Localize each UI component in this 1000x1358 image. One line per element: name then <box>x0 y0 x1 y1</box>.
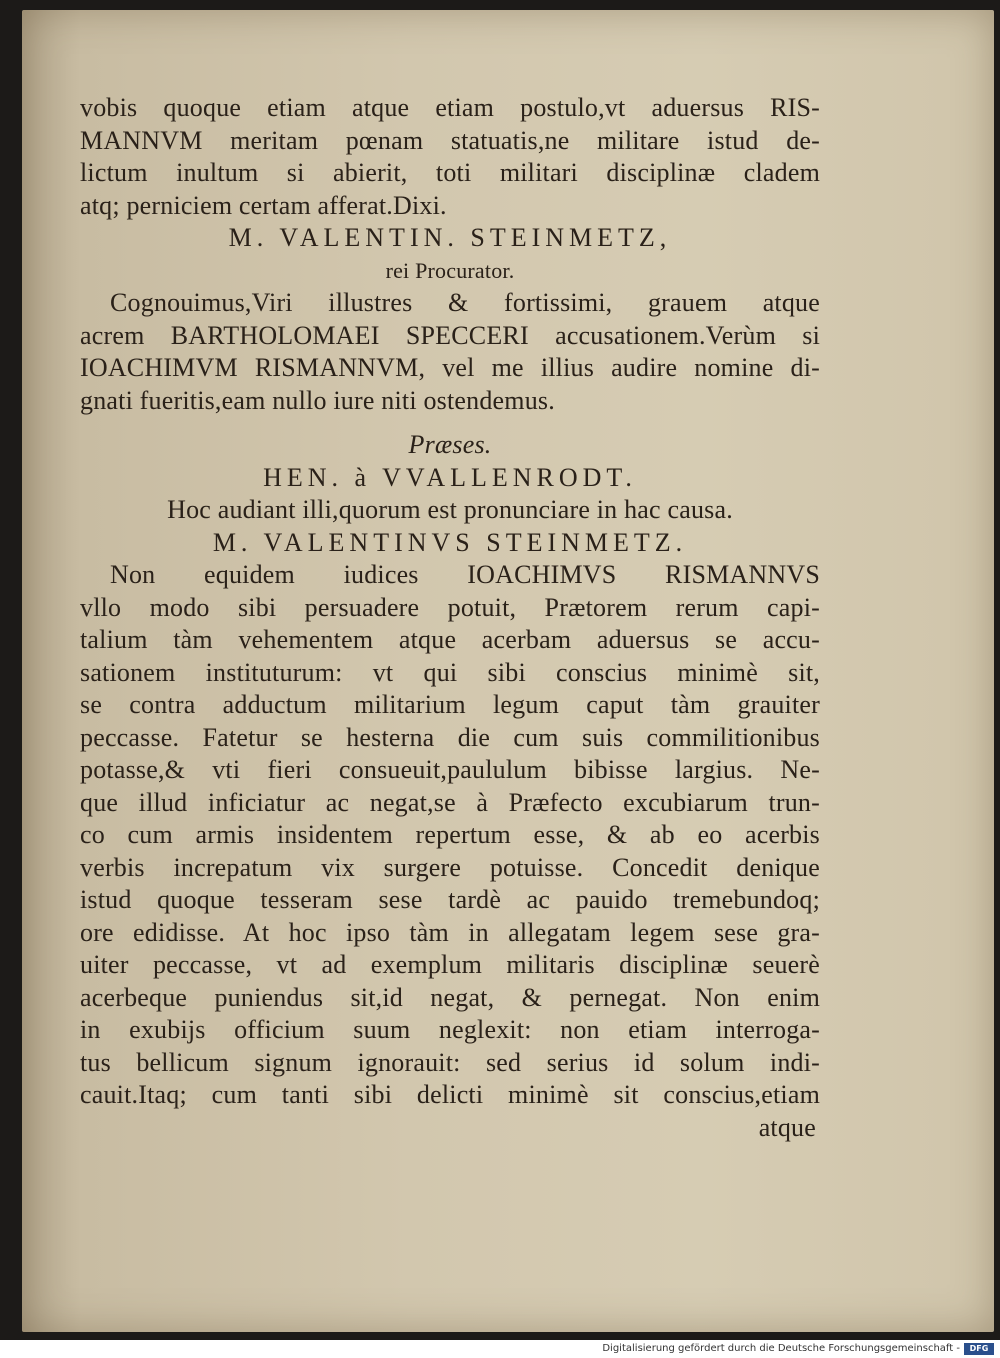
text-line: talium tàm vehementem atque acerbam aduersus se accu- <box>80 625 820 654</box>
text-line: co cum armis insidentem repertum esse, & ab eo acerbis <box>80 820 820 849</box>
speaker-heading: M. VALENTINVS STEINMETZ. <box>212 527 688 557</box>
text-line: lictum inultum si abierit, toti militari disciplinæ cladem <box>80 158 820 187</box>
catchword: atque <box>758 1112 816 1142</box>
text-line: uiter peccasse, vt ad exemplum militaris disciplinæ seuerè <box>80 950 820 979</box>
text-line: Cognouimus,Viri illustres & fortissimi, grauem atque <box>110 288 820 317</box>
praeses-label: Præses. <box>408 430 492 459</box>
text-line: ore edidisse. At hoc ipso tàm in allegatam legem sese gra- <box>80 917 820 947</box>
text-line: acerbeque puniendus sit,id negat, & pernegat. Non enim <box>80 982 820 1012</box>
text-line: vobis quoque etiam atque etiam postulo,vt aduersus RIS- <box>80 93 820 122</box>
book-page <box>22 10 994 1332</box>
text-line: potasse,& vti fieri consueuit,paululum bibisse largius. Ne- <box>80 755 820 784</box>
text-line: verbis increpatum vix surgere potuisse. Concedit denique <box>80 852 820 882</box>
section-gap <box>80 417 820 429</box>
dfg-logo-icon: DFG <box>964 1343 994 1355</box>
text-line: vllo modo sibi persuadere potuit, Prætorem rerum capi- <box>80 592 820 622</box>
page-text <box>80 92 820 1144</box>
text-line: cauit.Itaq; cum tanti sibi delicti minimè sit conscius,etiam <box>80 1080 820 1109</box>
text-line: tus bellicum signum ignorauit: sed serius id solum indi- <box>80 1047 820 1077</box>
text-line: que illud inficiatur ac negat,se à Præfecto excubiarum trun- <box>80 787 820 817</box>
speaker-heading: HEN. à VVALLENRODT. <box>263 462 637 492</box>
text-line: sationem instituturum: vt qui sibi conscius minimè sit, <box>80 657 820 687</box>
text-line: istud quoque tesseram sese tardè ac pauido tremebundoq; <box>80 885 820 914</box>
footer-credit: Digitalisierung gefördert durch die Deutsche Forschungsgemeinschaft - <box>602 1343 960 1354</box>
praeses-statement: Hoc audiant illi,quorum est pronunciare in hac causa. <box>167 495 733 524</box>
text-line: IOACHIMVM RISMANNVM, vel me illius audire nomine di- <box>80 353 820 382</box>
text-line: gnati fueritis,eam nullo iure niti ostendemus. <box>80 385 555 415</box>
footer-bar <box>0 1340 1000 1358</box>
speaker-role: rei Procurator. <box>385 257 515 283</box>
text-line: Non equidem iudices IOACHIMVS RISMANNVS <box>110 560 820 589</box>
text-line: in exubijs officium suum neglexit: non etiam interroga- <box>80 1015 820 1044</box>
text-line: peccasse. Fatetur se hesterna die cum suis commilitionibus <box>80 722 820 752</box>
speaker-heading: M. VALENTIN. STEINMETZ, <box>228 223 672 252</box>
text-line: acrem BARTHOLOMAEI SPECCERI accusationem.Verùm si <box>80 320 820 350</box>
text-line: MANNVM meritam pœnam statuatis,ne militare istud de- <box>80 125 820 155</box>
text-line: se contra adductum militarium legum caput tàm grauiter <box>80 690 820 719</box>
text-line: atq; perniciem certam afferat.Dixi. <box>80 190 447 220</box>
